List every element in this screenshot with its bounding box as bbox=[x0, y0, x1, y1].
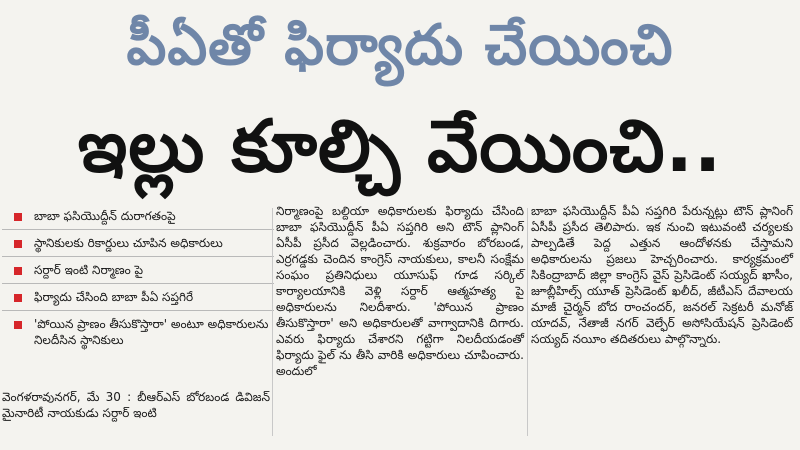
red-square-bullet-icon bbox=[14, 321, 22, 329]
headline-line-2: ఇల్లు కూల్చి వేయించి.. bbox=[77, 104, 723, 188]
column-divider bbox=[527, 208, 528, 436]
red-square-bullet-icon bbox=[14, 267, 22, 275]
red-square-bullet-icon bbox=[14, 294, 22, 302]
highlight-text: 'పోయిన ప్రాణం తీసుకొస్తారా' అంటూ అధికారులను నిలదీసిన స్థానికులు bbox=[34, 317, 269, 347]
highlight-item bbox=[2, 257, 274, 284]
article-body-right: బాబా ఫసియొద్దీన్ పీఏ సప్తగిరి పేరున్నట్లు టౌన్ ప్లానింగ్ ఏసీపీ ప్రసీద తెలిపారు. ఇక నుంచి ఇటువంటి చర్యలకు పాల్పడితే పెద్ద ఎత్తున ఆందోళనకు చేస్తామని అధికారులను ప్రజలు హెచ్చరించారు. కార్యక్రమంలో సికింద్రాబాద్ జిల్లా కాంగ్రెస్ వైస్ ప్రెసిడెంట్ సయ్యద్ ఖాసీం, జూబ్లీహిల్స్ యూత్ ప్రెసిడెంట్ ఖలీద్, జీటీఎస్ దేవాలయ మాజీ చైర్మన్ బోద రాంచందర్, జనరల్ సెక్రటరీ మనోజ్ యాదవ్, నేతాజీ నగర్ వెల్ఫేర్ అసోసియేషన్ ప్రెసిడెంట్ సయ్యద్ నయీం తదితరులు పాల్గొన్నారు. bbox=[531, 204, 793, 346]
article-right-column bbox=[531, 203, 793, 347]
article-dateline: వెంగళరావునగర్, మే 30 : బీఆర్ఎస్ బోరబండ డివిజన్ మైనారిటీ నాయకుడు సర్దార్ ఇంటి bbox=[2, 390, 270, 420]
highlight-text: సర్దార్ ఇంటి నిర్మాణం పై bbox=[34, 263, 144, 277]
article-body-middle: నిర్మాణంపై బల్దియా అధికారులకు ఫిర్యాదు చేసింది బాబా ఫసియొద్దీన్ పీఏ సప్తగిరి అని టౌన్ ప్లానింగ్ ఏసీపీ ప్రసీద వెల్లడించారు. శుక్రవారం బోరబండ, ఎర్రగడ్డకు చెందిన కాంగ్రెస్ నాయకులు, కాలనీ సంక్షేమ సంఘం ప్రతినిధులు యూసుఫ్ గూడ సర్కిల్ కార్యాలయానికి వెళ్లి సర్దార్ ఆత్మహత్య పై అధికారులను నిలదీశారు. 'పోయిన ప్రాణం తీసుకొస్తారా' అని అధికారులతో వాగ్వాదానికి దిగారు. ఎవరు ఫిర్యాదు చేశారని గట్టిగా నిలదీయడంతో ఫిర్యాదు ఫైల్ ను తీసి వారికి అధికారులు చూపించారు. అందులో bbox=[276, 204, 524, 378]
highlight-item bbox=[2, 284, 274, 311]
highlight-item bbox=[2, 230, 274, 257]
red-square-bullet-icon bbox=[14, 213, 22, 221]
highlight-item bbox=[2, 203, 274, 230]
article-middle-column bbox=[276, 203, 524, 379]
column-divider bbox=[272, 208, 273, 436]
headline-line-1: పీఏతో ఫిర్యాదు చేయించి bbox=[126, 13, 674, 78]
highlights-column bbox=[2, 203, 274, 353]
highlight-text: ఫిర్యాదు చేసింది బాబా పీఏ సప్తగిరే bbox=[34, 290, 194, 304]
highlight-text: బాబా ఫసియొద్దీన్ దురాగతంపై bbox=[34, 209, 176, 223]
red-square-bullet-icon bbox=[14, 240, 22, 248]
highlight-item bbox=[2, 311, 274, 353]
highlight-text: స్థానికులకు రికార్డులు చూపిన అధికారులు bbox=[34, 236, 223, 250]
highlights-list bbox=[2, 203, 274, 353]
